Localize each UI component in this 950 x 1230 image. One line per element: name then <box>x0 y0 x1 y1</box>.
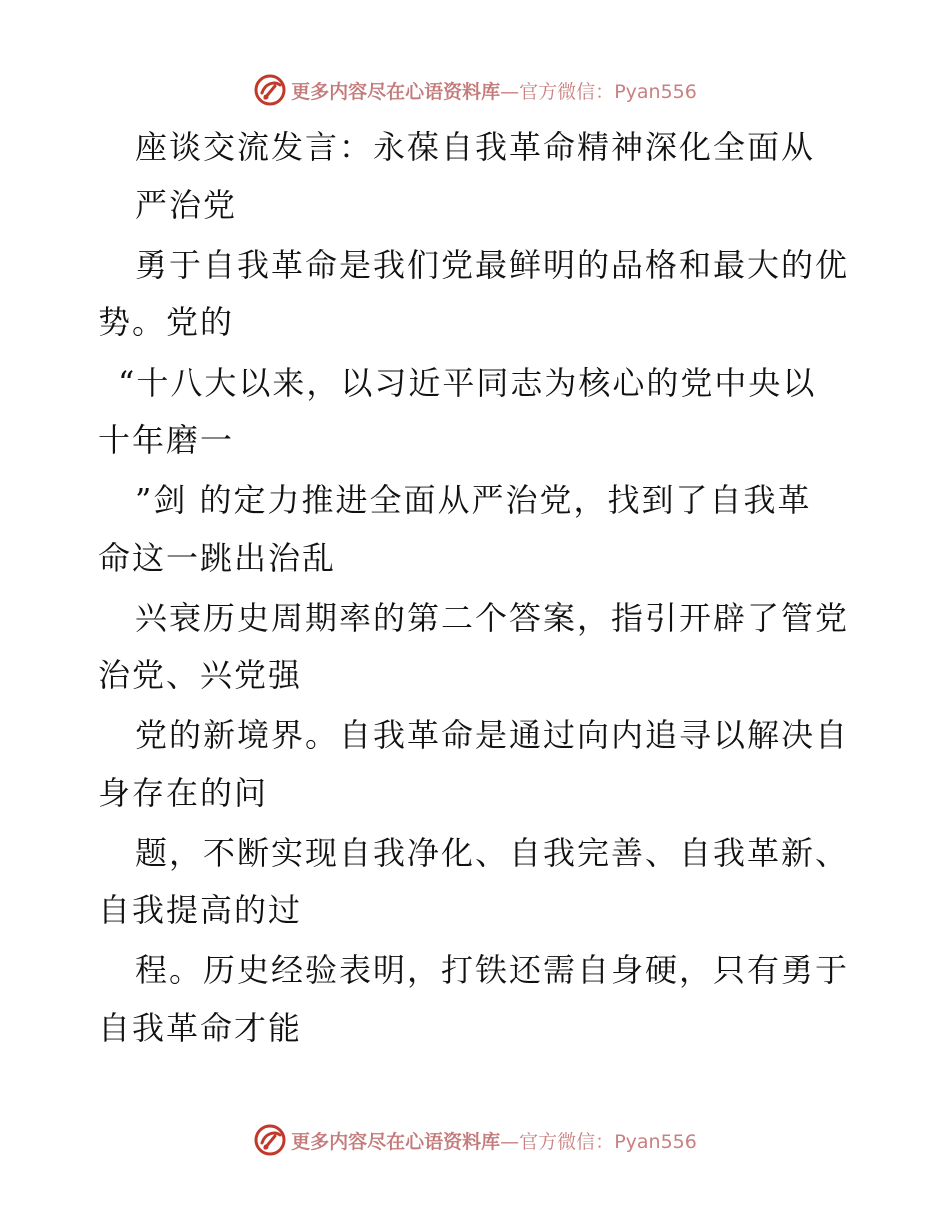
title-line-2: 严治党 <box>135 186 238 224</box>
watermark-label: 官方微信： <box>519 1130 615 1153</box>
header-watermark <box>0 70 950 110</box>
text-line: 自我革命才能 <box>98 1009 303 1047</box>
text-line: 勇于自我革命是我们党最鲜明的品格和最大的优 <box>135 246 850 284</box>
text-line: 程。历史经验表明，打铁还需自身硬，只有勇于 <box>135 951 850 989</box>
watermark-separator: — <box>500 80 520 103</box>
logo-icon <box>253 1123 287 1157</box>
text-line: 兴衰历史周期率的第二个答案，指引开辟了管党 <box>135 599 850 637</box>
footer-watermark <box>0 1120 950 1160</box>
watermark-wechat-id: Pyan556 <box>614 1130 697 1153</box>
watermark-label: 官方微信： <box>519 80 615 103</box>
text-line: 自我提高的过 <box>98 891 303 929</box>
watermark-text <box>291 77 697 104</box>
watermark-main: 更多内容尽在心语资料库 <box>291 80 501 103</box>
text-line: 党的新境界。自我革命是通过向内追寻以解决自 <box>135 716 850 754</box>
logo-icon <box>253 73 287 107</box>
watermark-main: 更多内容尽在心语资料库 <box>291 1130 501 1153</box>
title-line-1: 座谈交流发言：永葆自我革命精神深化全面从 <box>135 128 816 166</box>
watermark-text <box>291 1127 697 1154</box>
watermark-wechat-id: Pyan556 <box>614 80 697 103</box>
text-line: 题，不断实现自我净化、自我完善、自我革新、 <box>135 834 850 872</box>
text-line: 十年磨一 <box>98 421 235 459</box>
text-line: ”剑 的定力推进全面从严治党，找到了自我革 <box>135 481 812 519</box>
text-line: 命这一跳出治乱 <box>98 539 337 577</box>
watermark-separator: — <box>500 1130 520 1153</box>
text-line: 治党、兴党强 <box>98 656 303 694</box>
text-line: “十八大以来，以习近平同志为核心的党中央以 <box>118 364 817 402</box>
text-line: 势。党的 <box>98 303 235 341</box>
text-line: 身存在的问 <box>98 774 269 812</box>
